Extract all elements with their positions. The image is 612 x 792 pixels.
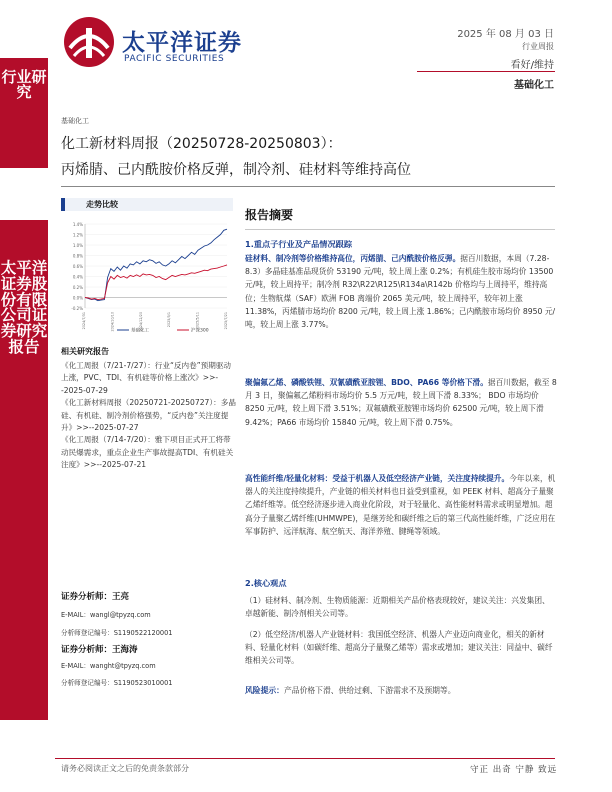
logo-english-name: PACIFIC SECURITIES — [124, 54, 225, 64]
sidebar-label-top: 行业研究 — [1, 68, 47, 102]
summary-paragraph — [245, 252, 557, 331]
sector-label: 基础化工 — [514, 80, 554, 91]
logo-chinese-name: 太平洋证券 — [122, 30, 242, 56]
chart-y-tick-label: 0.4% — [72, 274, 83, 280]
chart-y-tick-label: 0.2% — [72, 285, 83, 290]
summary-paragraph — [245, 472, 557, 538]
viewpoint-text: （1）硅材料、制冷剂、生物质能源：近期相关产品价格表现较好，建议关注：兴发集团、卓越新能、制冷剂相关公司等。 — [245, 596, 550, 619]
trend-label: 走势比较 — [86, 200, 118, 209]
summary-title: 报告摘要 — [245, 208, 294, 222]
related-report-item[interactable]: 《化工新材料周报（20250721-20250727）：多晶硅、有机硅、制冷剂价格强势，“反内卷”关注度提升》>>--2025-07-27 — [61, 398, 236, 433]
chart-series-line — [85, 265, 227, 300]
summary-divider — [245, 229, 555, 230]
report-date: 2025 年 08 月 03 日 — [457, 29, 554, 40]
report-title-line1: 化工新材料周报（20250728-20250803）： — [61, 136, 342, 152]
chart-y-tick-label: 1.0% — [72, 243, 83, 248]
chart-x-tick-label: 2024/7/31 — [82, 312, 86, 330]
report-type: 行业周报 — [522, 42, 554, 51]
viewpoint-text: （2）低空经济/机器人产业链材料：我国低空经济、机器人产业迈向商业化，相关的新材料、轻量化材料（如碳纤维、超高分子量聚乙烯等）需求或增加；建议关注：同益中、碳纤维相关公司等。 — [245, 630, 553, 666]
analyst-cert: 分析师登记编号：S1190523010001 — [61, 679, 173, 687]
chart-x-tick-label: 2025/3/1 — [167, 312, 172, 328]
footer-divider — [55, 758, 555, 759]
company-logo — [60, 14, 300, 70]
trend-chart — [61, 216, 233, 336]
chart-y-tick-label: 1.2% — [72, 232, 83, 238]
related-report-item[interactable]: 《化工周报（7/21-7/27）：行业“反内卷”预期驱动上涨，PVC、TDI、有机硅等价格上涨次》>>--2025-07-29 — [61, 361, 232, 395]
chart-x-tick-label: 2025/7/21 — [224, 312, 228, 330]
title-divider — [61, 186, 555, 187]
paragraph-lead: 硅材料、制冷剂等价格维持高位，丙烯腈、己内酰胺价格反弹。 — [245, 254, 461, 263]
chart-y-tick-label: 0.8% — [72, 253, 83, 259]
paragraph-lead: 高性能纤维/轻量化材料：受益于机器人及低空经济产业链，关注度持续提升。 — [245, 474, 510, 483]
risk-text: 产品价格下滑、供给过剩、下游需求不及预期等。 — [283, 686, 456, 695]
chart-x-tick-label: 2025/5/11 — [195, 312, 200, 330]
summary-paragraph — [245, 376, 557, 429]
paragraph-body: 据百川数据，本周（7.28-8.3）多晶硅基准品现货价 53190 元/吨，较上周上涨 0.2%；有机硅生胶市场均价 13500 元/吨，较上周持平；制冷剂 R32\R22\R125\R134a\R142b 价格均与上周持平，维持高位；生物航煤（SAF）欧洲 FOB 离端价 2065 美元/吨，较上周持平，较年初上涨 11.38%，丙烯腈市场均价 8200 元/吨，较上周上涨 1.86%；己内酰胺市场均价 8950 元/吨，较上周上涨 3.77%。 — [245, 254, 556, 330]
sector-small-label: 基础化工 — [61, 117, 89, 125]
section-heading: 2.核心观点 — [245, 578, 287, 588]
risk-label: 风险提示： — [245, 686, 284, 695]
related-reports-list — [61, 360, 237, 472]
analyst-name: 证券分析师：王亮 — [61, 592, 130, 602]
viewpoint-1 — [245, 594, 557, 620]
chart-x-tick-label: 2024/12/20 — [138, 312, 143, 332]
paragraph-lead: 聚偏氟乙烯、磷酸铁锂、双氰磺酰亚胺锂、BDO、PA66 等价格下滑。 — [245, 378, 488, 387]
paragraph-body: 今年以来，机器人的关注度持续提升，产业链的相关材料也日益受到重视，如 PEEK 材料、超高分子量聚乙烯纤维等。低空经济逐步进入商业化阶段，对于轻量化、高性能材料需求或明显增加。超高分子量聚乙烯纤维(UHMWPE)，是继芳纶和碳纤维之后的第三代高性能纤维，广泛应用在军事防护、远洋航海、航空航天、海洋养殖、腱绳等领域。 — [245, 474, 556, 536]
section-heading: 1.重点子行业及产品情况跟踪 — [245, 239, 353, 249]
risk-warning — [245, 685, 557, 696]
rating: 看好/维持 — [510, 60, 554, 71]
chart-x-tick-label: 2024/10/10 — [110, 312, 115, 332]
chart-y-tick-label: 0.0% — [72, 295, 83, 301]
chart-y-tick-label: 1.4% — [72, 222, 83, 227]
sidebar-label-bottom: 太平洋证券股份有限公司证券研究报告 — [0, 258, 48, 356]
analyst-email[interactable]: E-MAIL：wangl@tpyzq.com — [61, 611, 151, 619]
footer-disclaimer: 请务必阅读正文之后的免责条款部分 — [61, 764, 189, 773]
chart-y-tick-label: 0.6% — [72, 264, 83, 269]
viewpoint-2 — [245, 628, 557, 668]
analyst-name: 证券分析师：王海涛 — [61, 645, 138, 655]
chart-legend-label: 沪深300 — [191, 328, 209, 334]
header-divider — [417, 71, 555, 72]
footer-motto: 守正 出奇 宁静 致远 — [470, 765, 558, 775]
analyst-email[interactable]: E-MAIL：wanght@tpyzq.com — [61, 662, 156, 670]
analyst-cert: 分析师登记编号：S1190522120001 — [61, 629, 173, 637]
paragraph-body: 据百川数据，截至 8 月 3 日，聚偏氟乙烯粉料市场均价 5.5 万元/吨，较上周下滑 8.33%； BDO 市场均价 8250 元/吨，较上周下滑 3.51%；双氟磺酰亚胺锂市场均价 62500 元/吨，较上周下滑 9.42%；PA66 市场均价 15840 元/吨，较上周下滑 0.75%。 — [245, 378, 557, 427]
chart-y-tick-label: -0.2% — [71, 306, 83, 311]
report-title-line2: 丙烯腈、己内酰胺价格反弹，制冷剂、硅材料等维持高位 — [61, 162, 411, 178]
logo-mark-icon — [60, 14, 118, 70]
chart-legend-label: 基础化工 — [131, 328, 149, 334]
related-reports-title: 相关研究报告 — [61, 347, 109, 356]
related-report-item[interactable]: 《化工周报（7/14-7/20）：雅下项目正式开工将带动民爆需求，重点企业生产事故提高TDI、有机硅关注度》>>--2025-07-21 — [61, 435, 234, 470]
